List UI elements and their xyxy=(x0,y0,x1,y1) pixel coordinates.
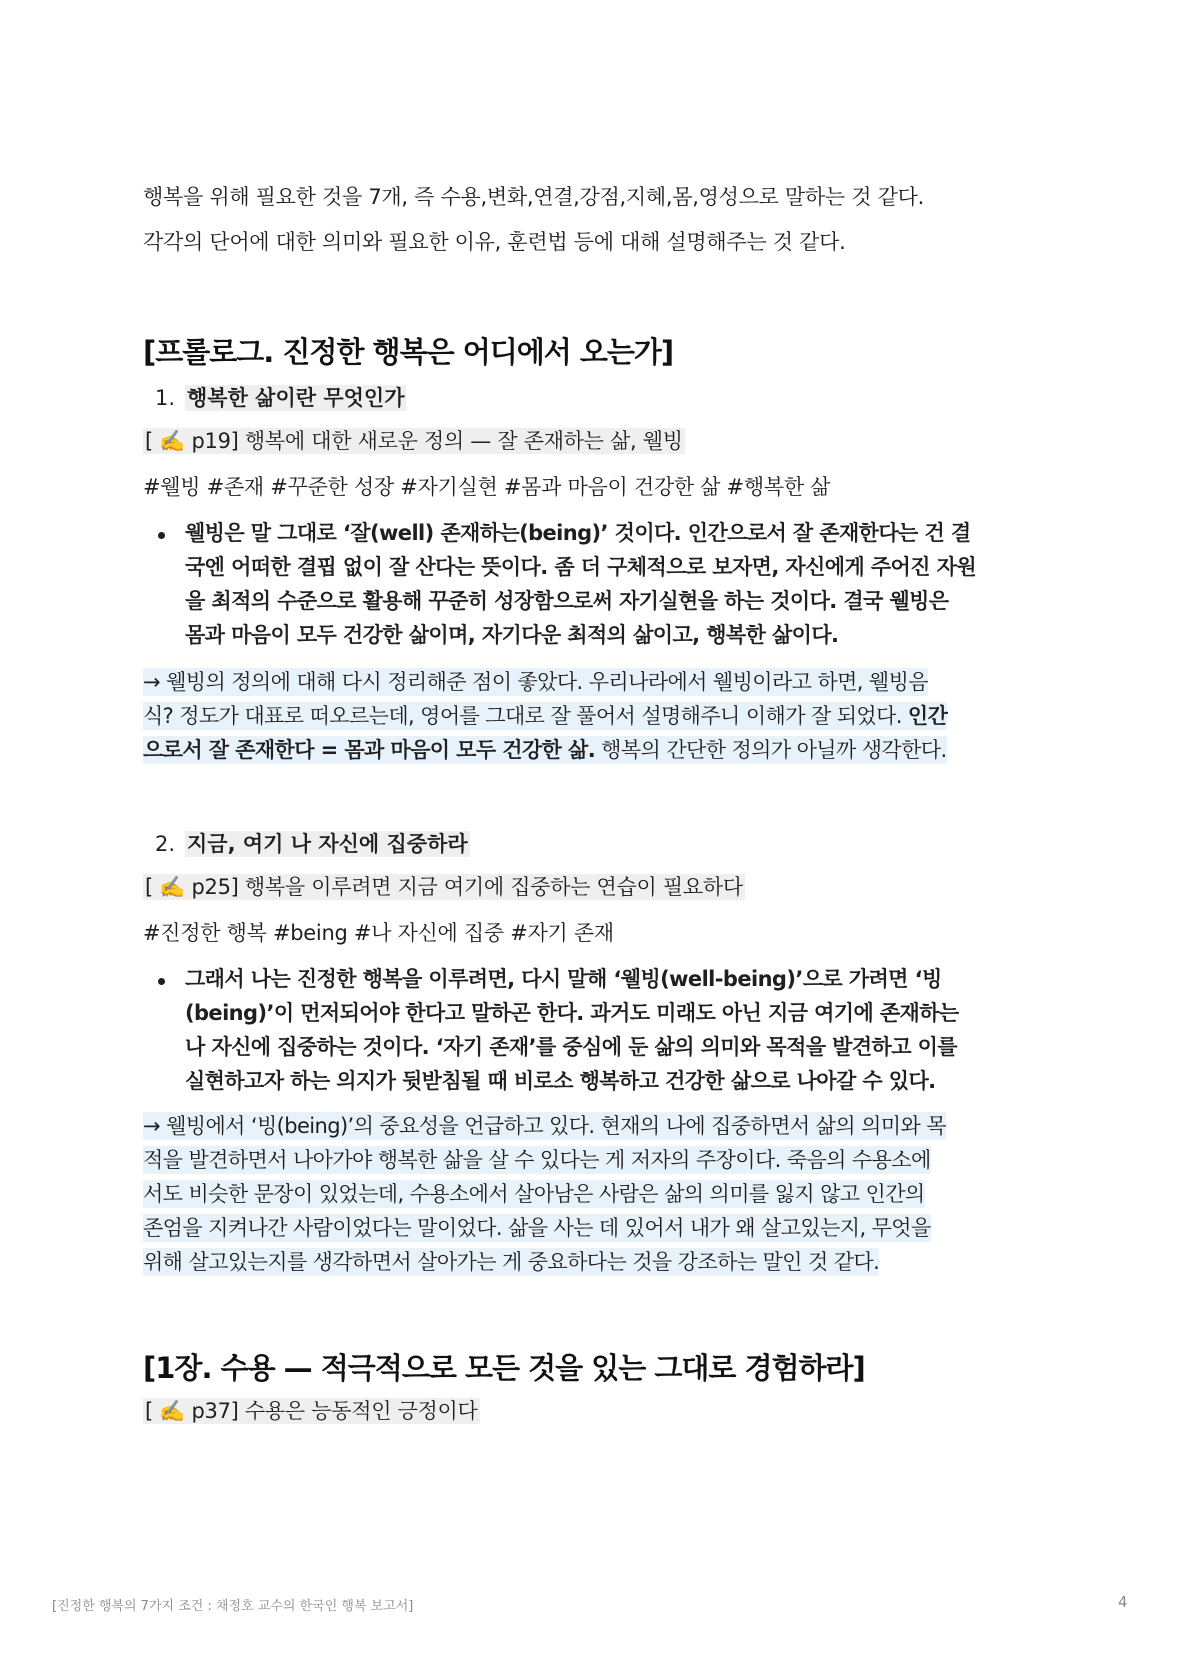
intro-line-2: 각각의 단어에 대한 의미와 필요한 이유, 훈련법 등에 대해 설명해주는 것 같다. xyxy=(143,230,846,254)
section-2-title-row xyxy=(155,828,470,858)
section-1-quote-ref-row xyxy=(143,426,685,456)
comment-line: → 웰빙에서 ‘빙(being)’의 중요성을 언급하고 있다. 현재의 나에 집중하면서 삶의 의미와 목 xyxy=(143,1114,946,1138)
bullet-line: 실현하고자 하는 의지가 뒷받침될 때 비로소 행복하고 건강한 삶으로 나아갈 수 있다. xyxy=(185,1069,936,1093)
bullet-line: 몸과 마음이 모두 건강한 삶이며, 자기다운 최적의 삶이고, 행복한 삶이다. xyxy=(185,623,839,647)
section-1-title: 행복한 삶이란 무엇인가 xyxy=(187,386,405,410)
bullet-line: 그래서 나는 진정한 행복을 이루려면, 다시 말해 ‘웰빙(well-being)’으로 가려면 ‘빙 xyxy=(185,967,942,991)
section-2-tags: #진정한 행복 #being #나 자신에 집중 #자기 존재 xyxy=(143,921,614,945)
section-2-title: 지금, 여기 나 자신에 집중하라 xyxy=(187,832,468,856)
bullet-line: 을 최적의 수준으로 활용해 꾸준히 성장함으로써 자기실현을 하는 것이다. 결국 웰빙은 xyxy=(185,589,949,613)
section-2-quote-ref-row xyxy=(143,872,745,902)
section-1-tags: #웰빙 #존재 #꾸준한 성장 #자기실현 #몸과 마음이 건강한 삶 #행복한 삶 xyxy=(143,475,831,499)
intro-line-1: 행복을 위해 필요한 것을 7개, 즉 수용,변화,연결,강점,지혜,몸,영성으로 말하는 것 같다. xyxy=(143,185,924,209)
comment-line: 서도 비슷한 문장이 있었는데, 수용소에서 살아남은 사람은 삶의 의미를 잃지 않고 인간의 xyxy=(143,1182,925,1206)
bullet-line: 웰빙은 말 그대로 ‘잘(well) 존재하는(being)’ 것이다. 인간으로서 잘 존재한다는 건 결 xyxy=(185,521,971,545)
prologue-heading: [프롤로그. 진정한 행복은 어디에서 오는가] xyxy=(143,335,674,369)
chapter-1-quote-ref: [ ✍️ p37] 수용은 능동적인 긍정이다 xyxy=(145,1399,478,1423)
comment-line: 존엄을 지켜나간 사람이었다는 말이었다. 삶을 사는 데 있어서 내가 왜 살고있는지, 무엇을 xyxy=(143,1216,931,1240)
chapter-1-quote-ref-row xyxy=(143,1396,480,1426)
section-1-title-row xyxy=(155,382,406,412)
bullet-dot xyxy=(158,532,165,539)
comment-line: 적을 발견하면서 나아가야 행복한 삶을 살 수 있다는 게 저자의 주장이다. 죽음의 수용소에 xyxy=(143,1148,931,1172)
section-1-quote-ref: [ ✍️ p19] 행복에 대한 새로운 정의 — 잘 존재하는 삶, 웰빙 xyxy=(145,429,683,453)
section-1-number: 1. xyxy=(155,386,176,410)
comment-line: 위해 살고있는지를 생각하면서 살아가는 게 중요하다는 것을 강조하는 말인 것 같다. xyxy=(143,1250,880,1274)
bullet-line: (being)’이 먼저되어야 한다고 말하곤 한다. 과거도 미래도 아닌 지금 여기에 존재하는 xyxy=(185,1001,959,1025)
comment-emphasis: 인간 xyxy=(907,704,948,728)
comment-line: 행복의 간단한 정의가 아닐까 생각한다. xyxy=(595,738,947,762)
section-2-number: 2. xyxy=(155,832,176,856)
page-number: 4 xyxy=(1118,1593,1128,1611)
comment-line: → 웰빙의 정의에 대해 다시 정리해준 점이 좋았다. 우리나라에서 웰빙이라고 하면, 웰빙음 xyxy=(143,670,928,694)
section-2-quote-ref: [ ✍️ p25] 행복을 이루려면 지금 여기에 집중하는 연습이 필요하다 xyxy=(145,875,743,899)
footer-book-title: [진정한 행복의 7가지 조건 : 채정호 교수의 한국인 행복 보고서] xyxy=(52,1599,414,1614)
comment-line: 식? 정도가 대표로 떠오르는데, 영어를 그대로 잘 풀어서 설명해주니 이해가 잘 되었다. xyxy=(143,704,908,728)
bullet-dot xyxy=(158,978,165,985)
chapter-1-heading: [1장. 수용 — 적극적으로 모든 것을 있는 그대로 경험하라] xyxy=(143,1351,865,1385)
comment-emphasis: 으로서 잘 존재한다 = 몸과 마음이 모두 건강한 삶. xyxy=(143,738,596,762)
bullet-line: 나 자신에 집중하는 것이다. ‘자기 존재’를 중심에 둔 삶의 의미와 목적을 발견하고 이를 xyxy=(185,1035,957,1059)
bullet-line: 국엔 어떠한 결핍 없이 잘 산다는 뜻이다. 좀 더 구체적으로 보자면, 자신에게 주어진 자원 xyxy=(185,555,977,579)
